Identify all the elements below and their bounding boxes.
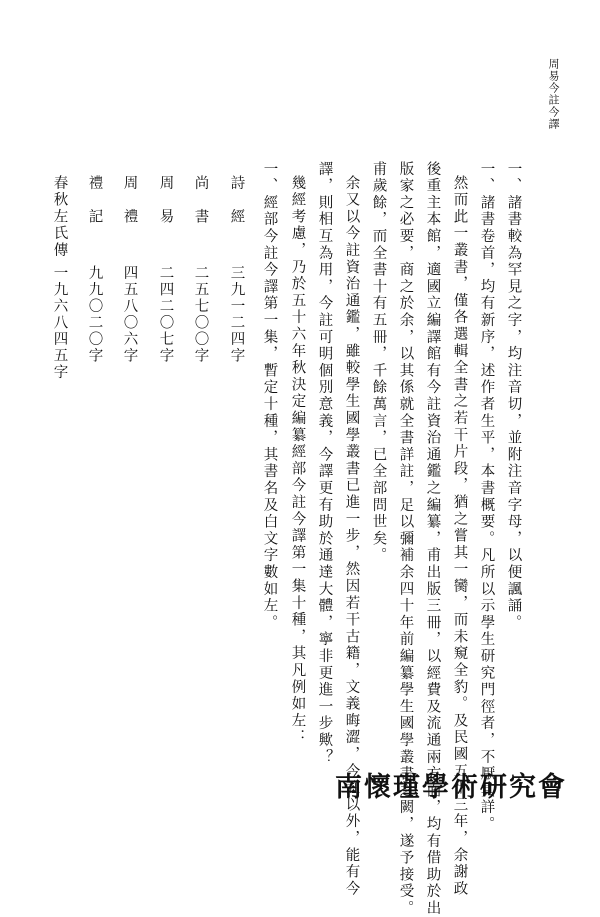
text-column-8: 譯，則相互為用，今註可明個別意義，今譯更有助於通達大體，寧非更進一步歟？ bbox=[316, 161, 333, 766]
book-count-zuozhuan: 一九六八四五字 bbox=[51, 265, 68, 381]
running-header: 周易今註今譯 bbox=[547, 58, 560, 130]
book-count-zhouli: 四五八〇六字 bbox=[121, 265, 138, 364]
book-count-zhouyi: 二四二〇七字 bbox=[157, 265, 174, 364]
book-count-shijing: 三九一二四字 bbox=[228, 265, 245, 364]
book-title-zhouyi: 周 易 bbox=[157, 175, 174, 226]
text-column-6: 甫歲餘，而全書十有五冊，千餘萬言，已全部問世矣。 bbox=[370, 161, 387, 565]
book-count-shangshu: 二五七〇〇字 bbox=[192, 265, 209, 364]
text-column-2: 一、諸書卷首，均有新序，述作者生平，本書概要。凡所以示學生研究門徑者，不厭其詳。 bbox=[478, 161, 495, 833]
text-column-4: 後重主本館，適國立編譯館有今註資治通鑑之編纂，甫出版三冊，以經費及流通兩方面，均有借助於出 bbox=[424, 161, 441, 917]
book-title-liji: 禮 記 bbox=[86, 175, 103, 226]
book-title-zuozhuan: 春秋左氏傳 bbox=[51, 175, 68, 259]
book-title-shangshu: 尚 書 bbox=[192, 175, 209, 226]
text-column-9: 幾經考慮，乃於五十六年秋決定編纂經部今註今譯第一集十種，其凡例如左： bbox=[289, 175, 306, 747]
text-column-7: 余又以今註資治通鑑，雖較學生國學叢書已進一步，然因若干古籍，文義晦澀，今註以外，能有今 bbox=[343, 175, 360, 898]
book-title-zhouli: 周 禮 bbox=[121, 175, 138, 226]
text-column-3: 然而此一叢書，僅各選輯全書之若干片段，猶之嘗其一臠，而未窺全豹。及民國五十三年，余謝政 bbox=[451, 175, 468, 898]
book-count-liji: 九九〇二〇字 bbox=[86, 265, 103, 364]
text-column-10: 一、經部今註今譯第一集，暫定十種，其書名及白文字數如左。 bbox=[261, 161, 278, 632]
book-title-shijing: 詩 經 bbox=[228, 175, 245, 226]
text-column-5: 版家之必要，商之於余，以其係就全書詳註，足以彌補余四十年前編纂學生國學叢書之闕，遂予接受。 bbox=[397, 161, 414, 917]
text-column-1: 一、諸書較為罕見之字，均注音切，並附注音字母，以便諷誦。 bbox=[505, 161, 522, 632]
publisher-stamp: 南懷瑾學術研究會 bbox=[335, 772, 567, 803]
